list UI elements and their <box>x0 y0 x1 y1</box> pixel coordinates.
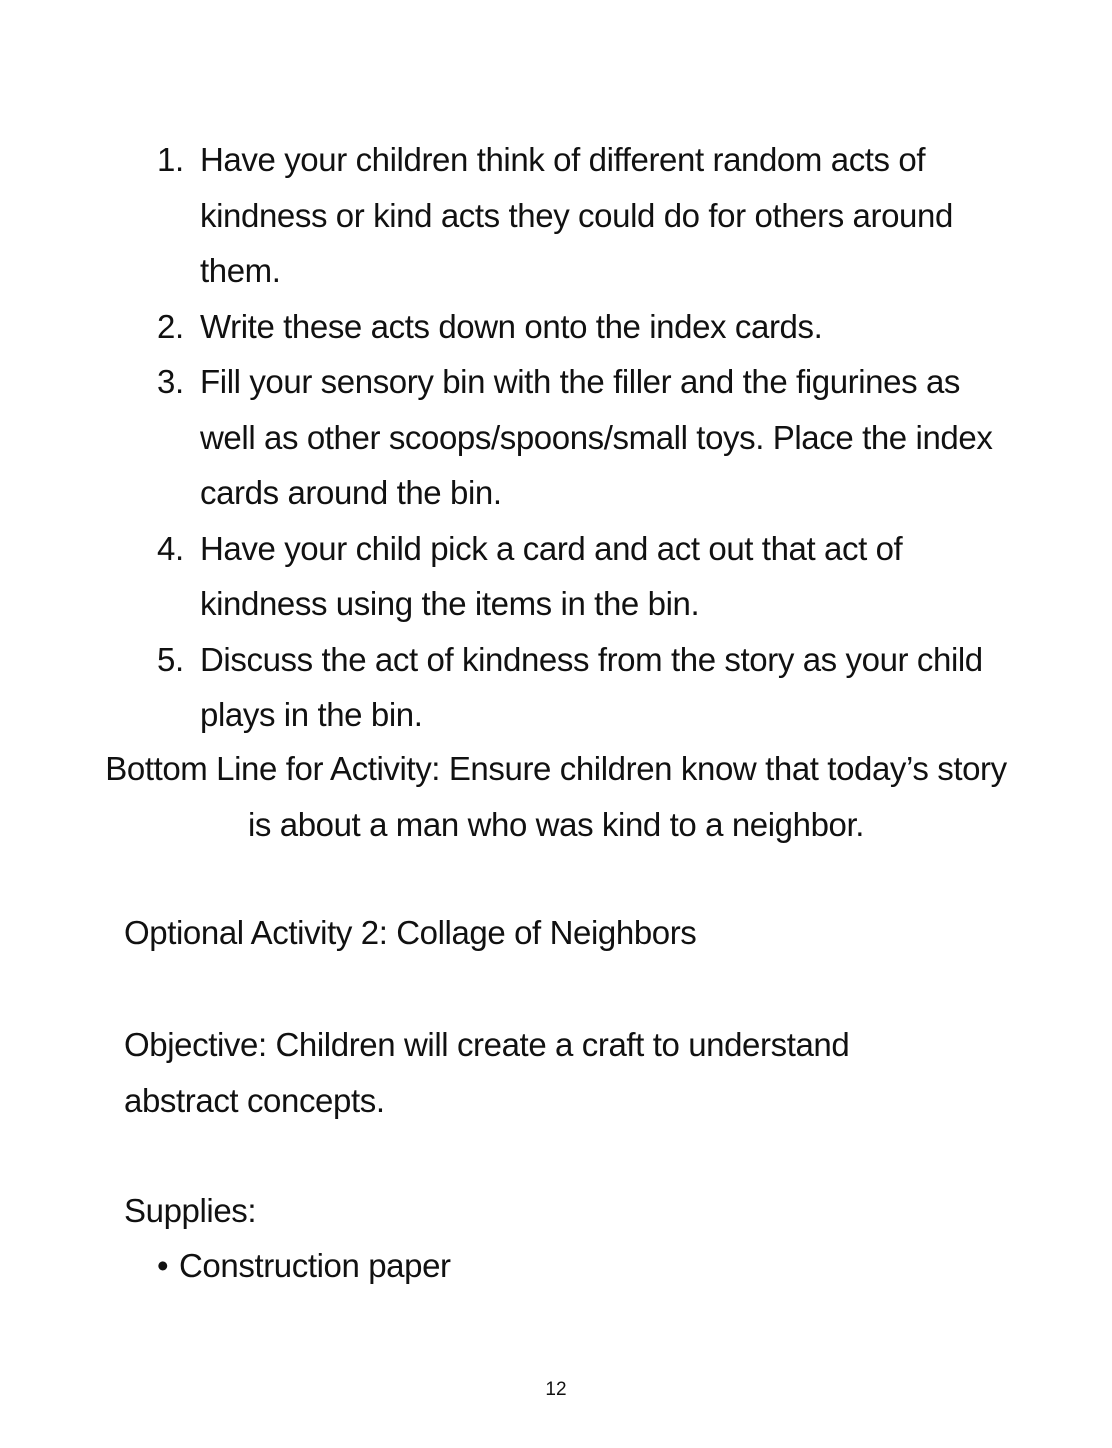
instruction-steps-list <box>157 132 1017 743</box>
step-number: 2. <box>157 307 184 345</box>
step-number: 1. <box>157 141 184 178</box>
step-item <box>157 521 1017 632</box>
objective-paragraph: Objective: Children will create a craft to understand abstract concepts. <box>124 1026 850 1119</box>
step-text: Write these acts down onto the index cards. <box>200 307 823 345</box>
step-item <box>157 632 1017 743</box>
step-text: Fill your sensory bin with the filler and the figurines as well as other scoops/spoons/small toys. Place the index cards around the bin. <box>200 363 993 511</box>
step-text: Have your children think of different random acts of kindness or kind acts they could do for others around them. <box>200 141 953 289</box>
step-number: 3. <box>157 363 184 400</box>
step-number: 4. <box>157 529 184 567</box>
bullet-icon: • <box>157 1247 169 1284</box>
list-item <box>157 1238 451 1294</box>
supplies-heading: Supplies: <box>124 1192 257 1229</box>
bottom-line-paragraph: Bottom Line for Activity: Ensure children know that today’s story is about a man who was kind to a neighbor. <box>105 750 1007 843</box>
step-item <box>157 299 1017 355</box>
step-number: 5. <box>157 640 184 678</box>
supplies-list <box>157 1238 451 1294</box>
step-text: Have your child pick a card and act out that act of kindness using the items in the bin. <box>200 529 903 622</box>
step-text: Discuss the act of kindness from the story as your child plays in the bin. <box>200 640 983 733</box>
page-number: 12 <box>545 1379 567 1400</box>
optional-activity-title: Optional Activity 2: Collage of Neighbors <box>124 914 697 951</box>
supply-item-text: Construction paper <box>179 1247 451 1284</box>
step-item <box>157 132 1017 299</box>
step-item <box>157 354 1017 521</box>
